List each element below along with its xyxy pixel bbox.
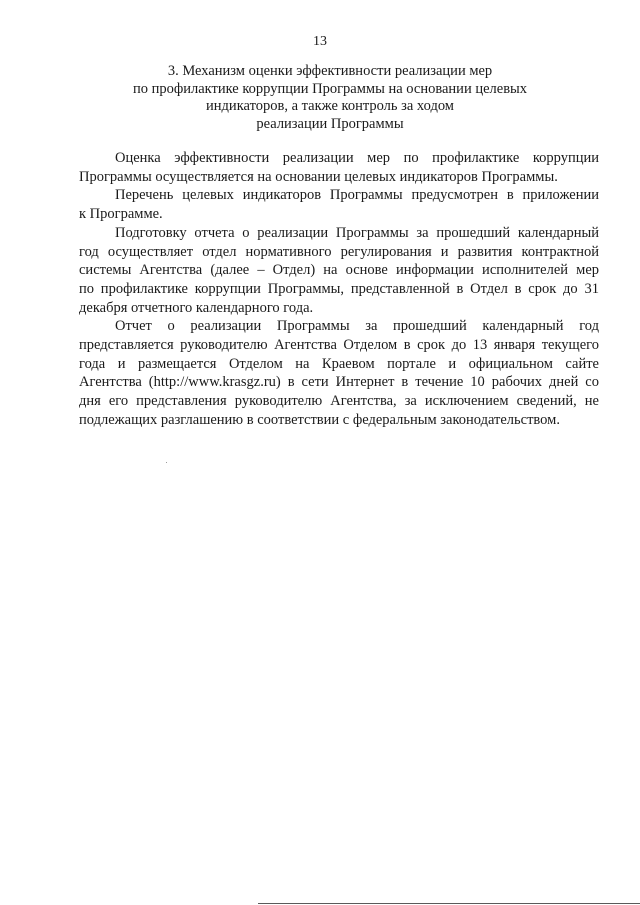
paragraph-indicators (79, 186, 599, 223)
page-number: 13 (313, 34, 327, 49)
section-title-line: индикаторов, а также контроль за ходом (206, 98, 454, 114)
section-title-line: 3. Механизм оценки эффективности реализации мер (167, 63, 493, 79)
paragraph-report-submission (79, 317, 599, 429)
paragraph-line: подлежащих разглашению в соответствии с федеральным законодательством. (79, 411, 560, 428)
paragraph-report-preparation (79, 224, 599, 318)
paragraph-line: Подготовку отчета о реализации Программы за прошедший календарный (115, 224, 599, 241)
section-title-line: реализации Программы (256, 115, 404, 132)
paragraph-line: представляется руководителю Агентства Отделом в срок до 13 января текущего (79, 337, 599, 354)
paragraph-line: дня его представления руководителю Агентства, за исключением сведений, не (79, 393, 599, 410)
paragraph-line: системы Агентства (далее – Отдел) на основе информации исполнителей мер (79, 262, 599, 279)
paragraph-line: декабря отчетного календарного года. (79, 299, 314, 316)
paragraph-line: года и размещается Отделом на Краевом портале и официальном сайте (79, 355, 599, 372)
paragraph-line: Оценка эффективности реализации мер по профилактике коррупции (115, 150, 599, 166)
scan-speck (166, 462, 167, 463)
paragraph-line: Перечень целевых индикаторов Программы предусмотрен в приложении (115, 187, 599, 204)
paragraph-line: к Программе. (79, 206, 163, 223)
paragraph-line: Агентства (http://www.krasgz.ru) в сети Интернет в течение 10 рабочих дней со (79, 374, 599, 391)
body-text (79, 149, 599, 430)
paragraph-evaluation (79, 149, 599, 186)
section-title-line: по профилактике коррупции Программы на основании целевых (132, 80, 528, 97)
paragraph-line: Отчет о реализации Программы за прошедший календарный год (115, 318, 599, 335)
paragraph-line: Программы осуществляется на основании целевых индикаторов Программы. (79, 168, 558, 185)
paragraph-line: год осуществляет отдел нормативного регулирования и развития контрактной (79, 243, 599, 260)
section-title (100, 63, 560, 133)
paragraph-line: по профилактике коррупции Программы, представленной в Отдел в срок до 31 (79, 280, 599, 297)
bottom-scan-edge (258, 903, 640, 904)
